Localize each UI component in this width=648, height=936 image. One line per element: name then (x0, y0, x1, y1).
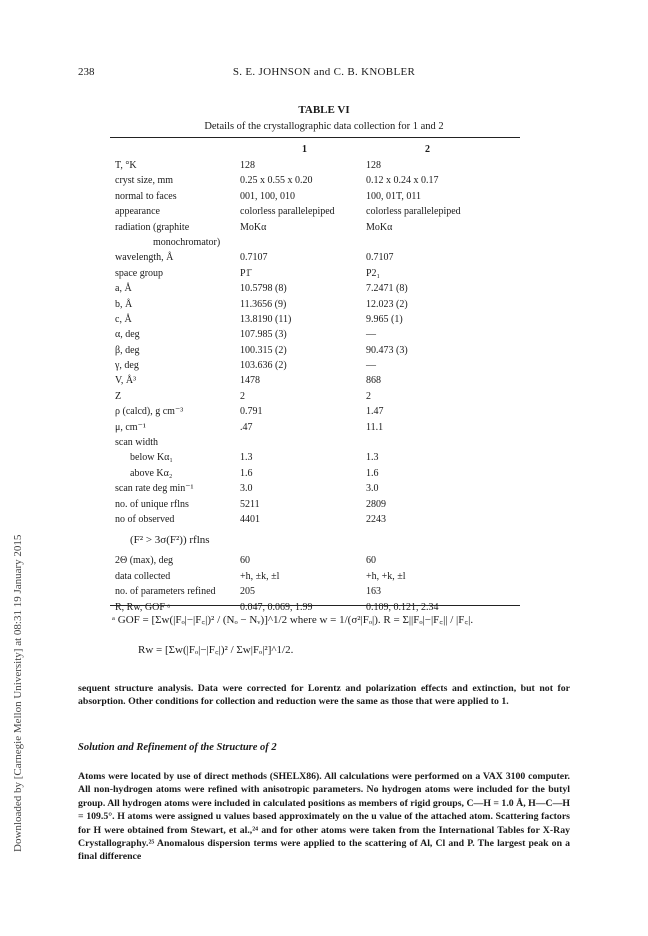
table-title: TABLE VI (298, 104, 350, 116)
row-label: normal to faces (115, 190, 177, 202)
row-value-2: — (366, 329, 376, 341)
body-paragraph-1: sequent structure analysis. Data were corrected for Lorentz and polarization effects and extinction, but not for absorption. Other conditions for collection and reduction were the same as those that were applied to 1. (78, 683, 570, 708)
row-value-1: 0.7107 (240, 252, 268, 264)
row-value-2: 0.12 x 0.24 x 0.17 (366, 175, 439, 187)
row-label: V, Å³ (115, 375, 137, 387)
row-label: Z (115, 390, 122, 402)
row-label: (F² > 3σ(F²)) rflns (130, 534, 210, 547)
row-value-2: 60 (366, 555, 376, 567)
row-label: monochromator) (153, 236, 221, 248)
row-label: cryst size, mm (115, 175, 174, 187)
row-label: scan width (115, 437, 159, 449)
table-row (115, 220, 525, 235)
row-value-1: 0.791 (240, 406, 263, 418)
row-value-2: +h, +k, ±l (366, 570, 406, 582)
row-label: data collected (115, 570, 171, 582)
row-label: T, °K (115, 160, 137, 171)
footnote-rw: Rw = [Σw(|Fₒ|−|F꜀|)² / Σw|Fₒ|²]^1/2. (138, 644, 294, 656)
row-value-1: 1.3 (240, 452, 253, 464)
section-heading: Solution and Refinement of the Structure of 2 (78, 742, 277, 753)
row-value-2: 3.0 (366, 483, 379, 495)
table-row (115, 250, 525, 265)
row-value-1: MoKα (240, 221, 267, 233)
column-header-2: 2 (425, 144, 430, 155)
body-paragraph-2: Atoms were located by use of direct methods (SHELX86). All calculations were performed on a VAX 3100 computer. All non-hydrogen atoms were refined with anisotropic parameters. No hydrogen atoms were included for the butyl group. All hydrogen atoms were included in calculated positions as members of rigid groups, C—H = 1.0 Å, H—C—H = 109.5°. H atoms were assigned u values based approximately on the u value of the attached atom. Scattering factors for H were obtained from Stewart, et al.,²⁴ and for other atoms were taken from the International Tables for X-Ray Crystallography.²⁵ Anomalous dispersion terms were applied to the scattering of Al, Cl and P. The largest peak on a final difference (78, 771, 571, 863)
row-value-2: colorless parallelepiped (366, 206, 461, 218)
row-value-1: colorless parallelepiped (240, 206, 335, 218)
table-row (115, 327, 525, 342)
row-value-2: 9.965 (1) (366, 313, 403, 325)
table-row (115, 553, 525, 568)
row-label: appearance (115, 206, 160, 218)
row-value-2: 1.6 (366, 467, 379, 479)
table-row (115, 404, 525, 419)
table-row (115, 466, 525, 481)
table-row (115, 358, 525, 373)
row-label: ρ (calcd), g cm⁻³ (115, 406, 184, 418)
row-label: b, Å (115, 298, 133, 310)
row-value-2: 90.473 (3) (366, 344, 408, 356)
footnote-gof-r: ᵃ GOF = [Σw(|Fₒ|−|F꜀|)² / (Nₒ − Nᵥ)]^1/2 where w = 1/(σ²|Fₒ|). R = Σ||Fₒ|−|F꜀|| / |F꜀|. (112, 614, 474, 626)
row-value-1: .47 (240, 421, 253, 433)
row-label: scan rate deg min⁻¹ (115, 483, 194, 495)
row-value-1: 2 (240, 390, 245, 402)
download-stamp: Downloaded by [Carnegie Mellon University] at 08:31 19 January 2015 (12, 534, 24, 852)
table-caption: Details of the crystallographic data collection for 1 and 2 (204, 121, 444, 132)
row-value-1: 205 (240, 586, 255, 598)
row-value-1: 0.047, 0.069, 1.99 (240, 601, 313, 613)
row-label: below Kα₁ (130, 452, 173, 464)
row-value-2: 128 (366, 160, 381, 171)
row-value-2: 2243 (366, 513, 386, 525)
table-row (115, 266, 525, 281)
row-label: α, deg (115, 329, 140, 341)
table-top-rule (110, 137, 520, 138)
row-value-1: P1̄ (240, 267, 251, 279)
row-value-2: — (366, 360, 376, 372)
row-value-2: 2809 (366, 498, 386, 510)
row-value-1: 4401 (240, 513, 260, 525)
page-number: 238 (78, 66, 95, 78)
row-value-2: 11.1 (366, 421, 384, 433)
table-row (115, 312, 525, 327)
table-row (115, 497, 525, 512)
row-value-1: 60 (240, 555, 250, 567)
table-row (115, 281, 525, 296)
row-value-2: MoKα (366, 221, 393, 233)
row-value-2: 2 (366, 390, 371, 402)
table-row (115, 584, 525, 599)
row-label: c, Å (115, 313, 132, 325)
table-row (115, 373, 525, 388)
row-value-1: 10.5798 (8) (240, 283, 287, 295)
row-value-1: 128 (240, 160, 255, 171)
row-value-2: 100, 01T, 011 (366, 190, 421, 202)
row-value-1: +h, ±k, ±l (240, 570, 280, 582)
table-row (115, 450, 525, 465)
table-row (115, 343, 525, 358)
row-label: R, Rw, GOF ᵃ (115, 601, 171, 613)
row-value-1: 103.636 (2) (240, 360, 287, 372)
row-label: μ, cm⁻¹ (115, 421, 146, 433)
row-value-2: 0.7107 (366, 252, 394, 264)
table-row (115, 527, 525, 553)
table-row (115, 420, 525, 435)
table-row (115, 235, 525, 250)
column-header-1: 1 (302, 144, 307, 155)
row-label: β, deg (115, 344, 140, 356)
row-label: space group (115, 267, 164, 279)
table-row (115, 204, 525, 219)
row-label: γ, deg (115, 360, 139, 372)
row-value-2: 1.47 (366, 406, 384, 418)
row-label: radiation (graphite (115, 221, 190, 233)
row-value-2: 0.109, 0.121, 2.34 (366, 601, 439, 613)
table-row (115, 481, 525, 496)
table-body (115, 158, 525, 615)
row-label: above Kα₂ (130, 467, 173, 479)
row-value-2: P2₁ (366, 267, 381, 279)
row-value-1: 13.8190 (11) (240, 313, 292, 325)
row-value-2: 1.3 (366, 452, 379, 464)
running-head: S. E. JOHNSON and C. B. KNOBLER (232, 66, 416, 78)
row-label: a, Å (115, 283, 132, 295)
row-value-1: 3.0 (240, 483, 253, 495)
row-label: wavelength, Å (115, 252, 174, 264)
row-value-2: 7.2471 (8) (366, 283, 408, 295)
row-value-2: 868 (366, 375, 381, 387)
row-value-1: 5211 (240, 498, 260, 510)
row-value-1: 1478 (240, 375, 260, 387)
table-row (115, 297, 525, 312)
row-label: 2Θ (max), deg (115, 555, 174, 567)
table-row (115, 173, 525, 188)
row-value-1: 11.3656 (9) (240, 298, 287, 310)
row-value-1: 100.315 (2) (240, 344, 287, 356)
row-value-1: 107.985 (3) (240, 329, 287, 341)
row-value-1: 001, 100, 010 (240, 190, 295, 202)
row-value-2: 12.023 (2) (366, 298, 408, 310)
row-value-1: 1.6 (240, 467, 253, 479)
table-row (115, 158, 525, 173)
row-value-2: 163 (366, 586, 381, 598)
row-value-1: 0.25 x 0.55 x 0.20 (240, 175, 313, 187)
table-row (115, 389, 525, 404)
table-row (115, 435, 525, 450)
table-bottom-rule (110, 605, 520, 606)
row-label: no. of unique rflns (115, 498, 189, 510)
table-row (115, 512, 525, 527)
table-row (115, 189, 525, 204)
row-label: no. of parameters refined (115, 586, 216, 598)
table-row (115, 569, 525, 584)
row-label: no of observed (115, 513, 175, 525)
